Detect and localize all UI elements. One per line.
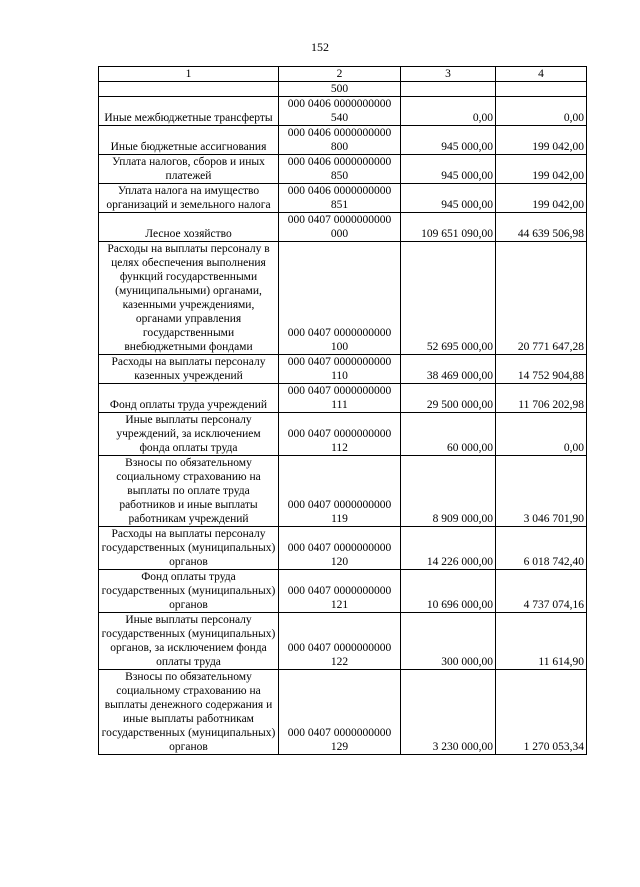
row-plan: 60 000,00 — [401, 413, 496, 456]
row-code: 000 0407 0000000000 119 — [279, 456, 401, 527]
row-name: Иные выплаты персоналу государственных (муниципальных) органов, за исключением фонда оплаты труда — [99, 613, 279, 670]
page-number: 152 — [311, 40, 329, 54]
table-row — [99, 355, 587, 384]
table-row — [99, 97, 587, 126]
table-row — [99, 384, 587, 413]
row-fact: 4 737 074,16 — [496, 570, 587, 613]
row-name — [99, 82, 279, 97]
row-name: Иные бюджетные ассигнования — [99, 126, 279, 155]
row-fact — [496, 82, 587, 97]
row-fact: 1 270 053,34 — [496, 670, 587, 755]
row-plan — [401, 82, 496, 97]
table-row — [99, 670, 587, 755]
table-body — [99, 82, 587, 755]
row-code: 500 — [279, 82, 401, 97]
row-code: 000 0407 0000000000 111 — [279, 384, 401, 413]
row-code: 000 0407 0000000000 110 — [279, 355, 401, 384]
row-plan: 3 230 000,00 — [401, 670, 496, 755]
row-plan: 10 696 000,00 — [401, 570, 496, 613]
row-name: Лесное хозяйство — [99, 213, 279, 242]
row-plan: 300 000,00 — [401, 613, 496, 670]
table-row — [99, 184, 587, 213]
row-fact: 199 042,00 — [496, 155, 587, 184]
header-col-2: 2 — [279, 67, 401, 82]
table-row — [99, 213, 587, 242]
row-name: Расходы на выплаты персоналу в целях обеспечения выполнения функций государственными (муниципальными) органами, казенными учреждениями, органами управления государственными внебюджетными фондами — [99, 242, 279, 355]
table-row — [99, 155, 587, 184]
row-name: Фонд оплаты труда учреждений — [99, 384, 279, 413]
header-col-1: 1 — [99, 67, 279, 82]
row-fact: 6 018 742,40 — [496, 527, 587, 570]
table-row — [99, 413, 587, 456]
row-plan: 109 651 090,00 — [401, 213, 496, 242]
row-plan: 29 500 000,00 — [401, 384, 496, 413]
row-fact: 11 706 202,98 — [496, 384, 587, 413]
row-code: 000 0407 0000000000 100 — [279, 242, 401, 355]
table-row — [99, 456, 587, 527]
table-row — [99, 82, 587, 97]
row-plan: 0,00 — [401, 97, 496, 126]
row-fact: 20 771 647,28 — [496, 242, 587, 355]
row-code: 000 0407 0000000000 112 — [279, 413, 401, 456]
row-fact: 44 639 506,98 — [496, 213, 587, 242]
row-fact: 14 752 904,88 — [496, 355, 587, 384]
row-code: 000 0406 0000000000 800 — [279, 126, 401, 155]
budget-table — [98, 66, 587, 755]
header-col-4: 4 — [496, 67, 587, 82]
row-plan: 8 909 000,00 — [401, 456, 496, 527]
table-row — [99, 527, 587, 570]
row-name: Уплата налогов, сборов и иных платежей — [99, 155, 279, 184]
table-row — [99, 126, 587, 155]
row-name: Иные выплаты персоналу учреждений, за исключением фонда оплаты труда — [99, 413, 279, 456]
row-plan: 14 226 000,00 — [401, 527, 496, 570]
row-name: Фонд оплаты труда государственных (муниципальных) органов — [99, 570, 279, 613]
table-row — [99, 242, 587, 355]
row-name: Уплата налога на имущество организаций и земельного налога — [99, 184, 279, 213]
table-row — [99, 613, 587, 670]
row-fact: 0,00 — [496, 413, 587, 456]
row-name: Взносы по обязательному социальному страхованию на выплаты по оплате труда работников и иные выплаты работникам учреждений — [99, 456, 279, 527]
row-code: 000 0406 0000000000 851 — [279, 184, 401, 213]
row-name: Расходы на выплаты персоналу государственных (муниципальных) органов — [99, 527, 279, 570]
row-code: 000 0406 0000000000 540 — [279, 97, 401, 126]
row-code: 000 0407 0000000000 121 — [279, 570, 401, 613]
row-code: 000 0407 0000000000 129 — [279, 670, 401, 755]
row-code: 000 0407 0000000000 122 — [279, 613, 401, 670]
row-plan: 945 000,00 — [401, 184, 496, 213]
row-fact: 3 046 701,90 — [496, 456, 587, 527]
row-plan: 945 000,00 — [401, 155, 496, 184]
row-code: 000 0407 0000000000 000 — [279, 213, 401, 242]
table-row — [99, 570, 587, 613]
row-fact: 0,00 — [496, 97, 587, 126]
row-code: 000 0406 0000000000 850 — [279, 155, 401, 184]
row-name: Взносы по обязательному социальному страхованию на выплаты денежного содержания и иные выплаты работникам государственных (муниципальных) органов — [99, 670, 279, 755]
row-fact: 199 042,00 — [496, 184, 587, 213]
row-name: Иные межбюджетные трансферты — [99, 97, 279, 126]
row-plan: 52 695 000,00 — [401, 242, 496, 355]
row-plan: 945 000,00 — [401, 126, 496, 155]
row-code: 000 0407 0000000000 120 — [279, 527, 401, 570]
row-name: Расходы на выплаты персоналу казенных учреждений — [99, 355, 279, 384]
row-fact: 199 042,00 — [496, 126, 587, 155]
table-header-row — [99, 67, 587, 82]
header-col-3: 3 — [401, 67, 496, 82]
row-fact: 11 614,90 — [496, 613, 587, 670]
row-plan: 38 469 000,00 — [401, 355, 496, 384]
